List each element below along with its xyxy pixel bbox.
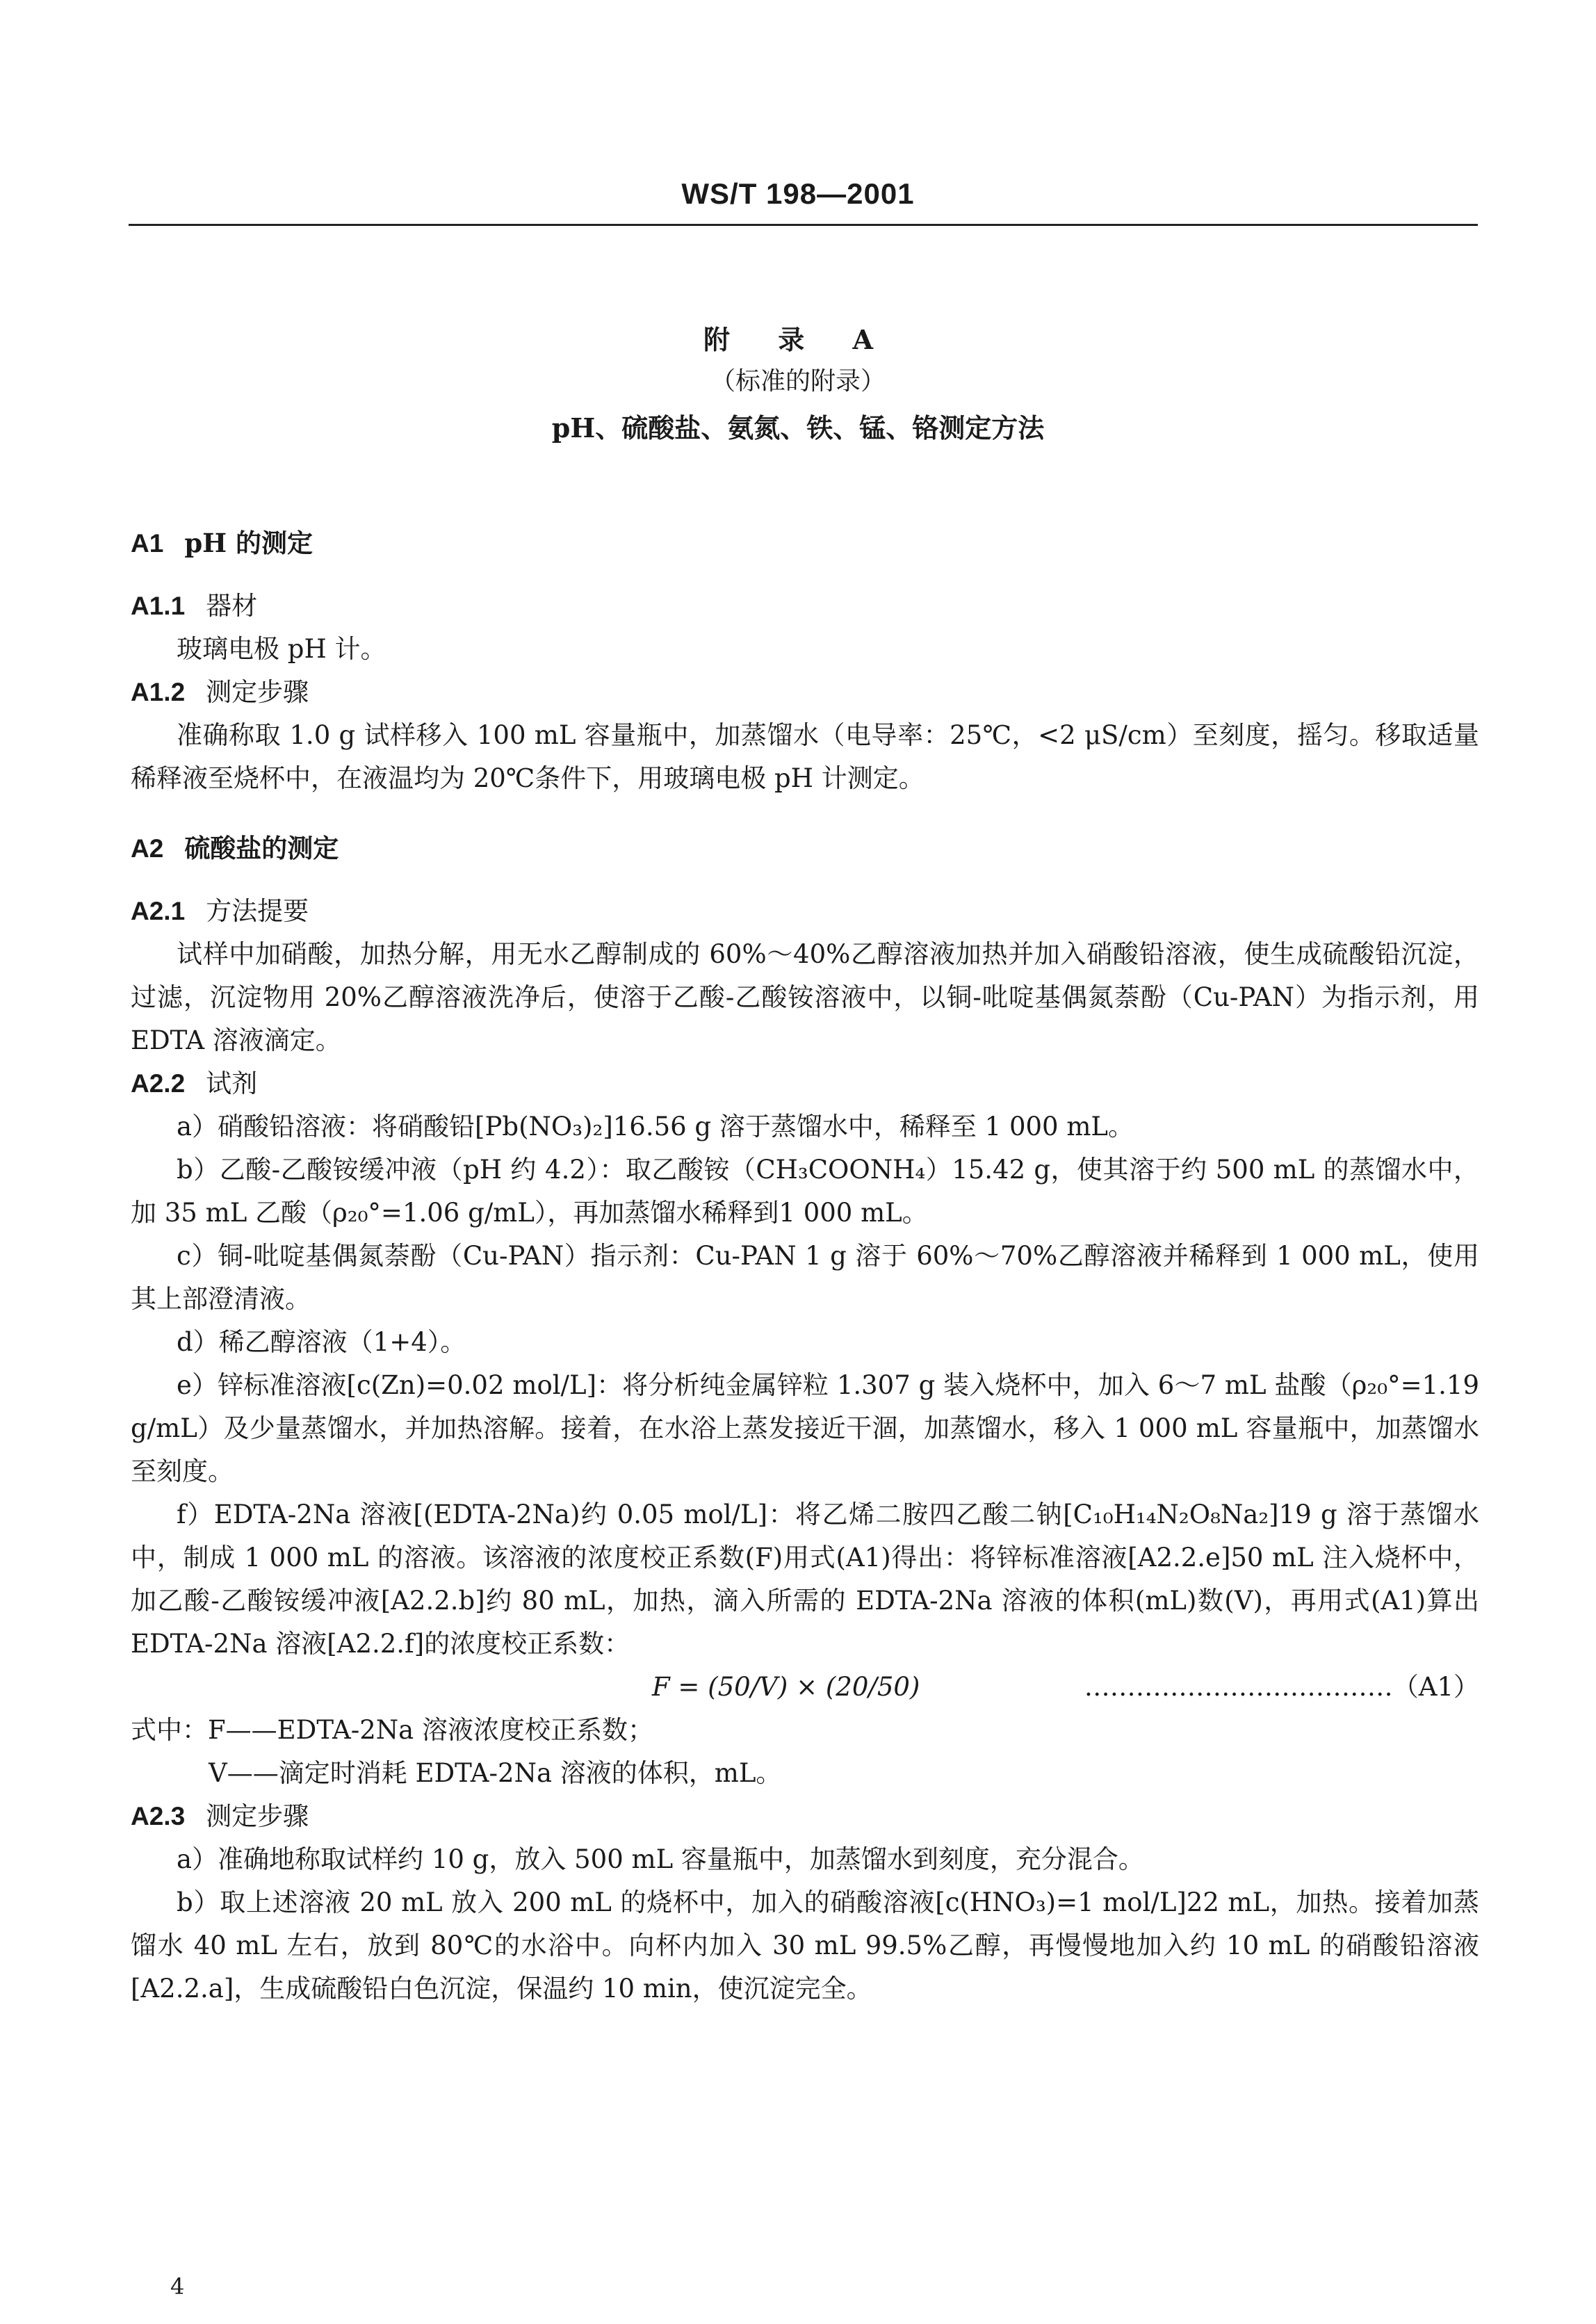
subsection-number: A2.1 xyxy=(131,897,186,925)
section-title: pH 的测定 xyxy=(184,528,314,558)
section-title: 硫酸盐的测定 xyxy=(184,833,339,863)
subsection-a2-3-heading xyxy=(131,1795,1479,1838)
list-item: c）铜-吡啶基偶氮萘酚（Cu-PAN）指示剂：Cu-PAN 1 g 溶于 60%～70%乙醇溶液并稀释到 1 000 mL，使用其上部澄清液。 xyxy=(131,1241,1479,1314)
appendix-title: 附 录 A xyxy=(703,324,893,355)
document-body xyxy=(131,514,1479,2010)
subsection-title: 方法提要 xyxy=(206,896,309,926)
formula-legend-f: 式中：F——EDTA-2Na 溶液浓度校正系数； xyxy=(131,1715,653,1745)
paragraph: 准确称取 1.0 g 试样移入 100 mL 容量瓶中，加蒸馏水（电导率：25℃，<2 μS/cm）至刻度，摇匀。移取适量稀释液至烧杯中，在液温均为 20℃条件下，用玻璃电极 pH 计测定。 xyxy=(131,720,1479,793)
formula-legend-v: V——滴定时消耗 EDTA-2Na 溶液的体积，mL。 xyxy=(209,1758,782,1788)
section-a2-heading xyxy=(131,827,1479,870)
page-number: 4 xyxy=(170,2273,185,2300)
list-item: f）EDTA-2Na 溶液[(EDTA-2Na)约 0.05 mol/L]：将乙烯二胺四乙酸二钠[C₁₀H₁₄N₂O₈Na₂]19 g 溶于蒸馏水中，制成 1 000 mL 的溶液。该溶液的浓度校正系数(F)用式(A1)得出：将锌标准溶液[A2.2.e]50 mL 注入烧杯中，加乙酸-乙酸铵缓冲液[A2.2.b]约 80 mL，加热，滴入所需的 EDTA-2Na 溶液的体积(mL)数(V)，再用式(A1)算出 EDTA-2Na 溶液[A2.2.f]的浓度校正系数： xyxy=(131,1500,1479,1659)
subsection-title: 器材 xyxy=(206,591,258,621)
list-item: a）硝酸铅溶液：将硝酸铅[Pb(NO₃)₂]16.56 g 溶于蒸馏水中，稀释至 1 000 mL。 xyxy=(177,1112,1134,1141)
subsection-a2-1-heading xyxy=(131,890,1479,933)
formula-expression: F = (50/V) × (20/50) xyxy=(652,1672,920,1702)
subsection-title: 试剂 xyxy=(206,1068,258,1098)
paragraph: 玻璃电极 pH 计。 xyxy=(177,634,386,664)
section-a1-heading xyxy=(131,521,1479,565)
list-item: d）稀乙醇溶液（1+4）。 xyxy=(177,1327,466,1357)
list-item: b）取上述溶液 20 mL 放入 200 mL 的烧杯中，加入的硝酸溶液[c(HNO₃)=1 mol/L]22 mL，加热。接着加蒸馏水 40 mL 左右，放到 80℃的水浴中。向杯内加入 30 mL 99.5%乙醇，再慢慢地加入约 10 mL 的硝酸铅溶液[A2.2.a]，生成硫酸铅白色沉淀，保温约 10 min，使沉淀完全。 xyxy=(131,1887,1479,2004)
list-item: a）准确地称取试样约 10 g，放入 500 mL 容量瓶中，加蒸馏水到刻度，充分混合。 xyxy=(177,1844,1144,1874)
appendix-name: pH、硫酸盐、氨氮、铁、锰、铬测定方法 xyxy=(551,412,1045,444)
subsection-number: A1.2 xyxy=(131,678,186,706)
subsection-number: A2.3 xyxy=(131,1802,186,1830)
list-item: e）锌标准溶液[c(Zn)=0.02 mol/L]：将分析纯金属锌粒 1.307 g 装入烧杯中，加入 6～7 mL 盐酸（ρ₂₀°=1.19 g/mL）及少量蒸馏水，并加热溶解。接着，在水浴上蒸发接近干涸，加蒸馏水，移入 1 000 mL 容量瓶中，加蒸馏水至刻度。 xyxy=(131,1370,1479,1486)
formula-a1 xyxy=(131,1666,1479,1709)
section-number: A2 xyxy=(131,834,164,863)
appendix-subtitle: （标准的附录） xyxy=(710,367,886,396)
formula-reference: ………………………………（A1） xyxy=(1084,1672,1479,1702)
section-number: A1 xyxy=(131,529,164,558)
subsection-a1-1-heading xyxy=(131,585,1479,628)
subsection-a2-2-heading xyxy=(131,1062,1479,1105)
subsection-number: A2.2 xyxy=(131,1069,186,1098)
subsection-number: A1.1 xyxy=(131,592,186,620)
subsection-title: 测定步骤 xyxy=(206,677,309,707)
subsection-title: 测定步骤 xyxy=(206,1801,309,1831)
subsection-a1-2-heading xyxy=(131,671,1479,714)
header-rule xyxy=(129,224,1478,226)
paragraph: 试样中加硝酸，加热分解，用无水乙醇制成的 60%～40%乙醇溶液加热并加入硝酸铅溶液，使生成硫酸铅沉淀，过滤，沉淀物用 20%乙醇溶液洗净后，使溶于乙酸-乙酸铵溶液中，以铜-吡啶基偶氮萘酚（Cu-PAN）为指示剂，用 EDTA 溶液滴定。 xyxy=(131,939,1479,1055)
list-item: b）乙酸-乙酸铵缓冲液（pH 约 4.2）：取乙酸铵（CH₃COONH₄）15.42 g，使其溶于约 500 mL 的蒸馏水中，加 35 mL 乙酸（ρ₂₀°=1.06 g/mL），再加蒸馏水稀释到1 000 mL。 xyxy=(131,1155,1479,1228)
standard-number: WS/T 198—2001 xyxy=(681,177,915,210)
